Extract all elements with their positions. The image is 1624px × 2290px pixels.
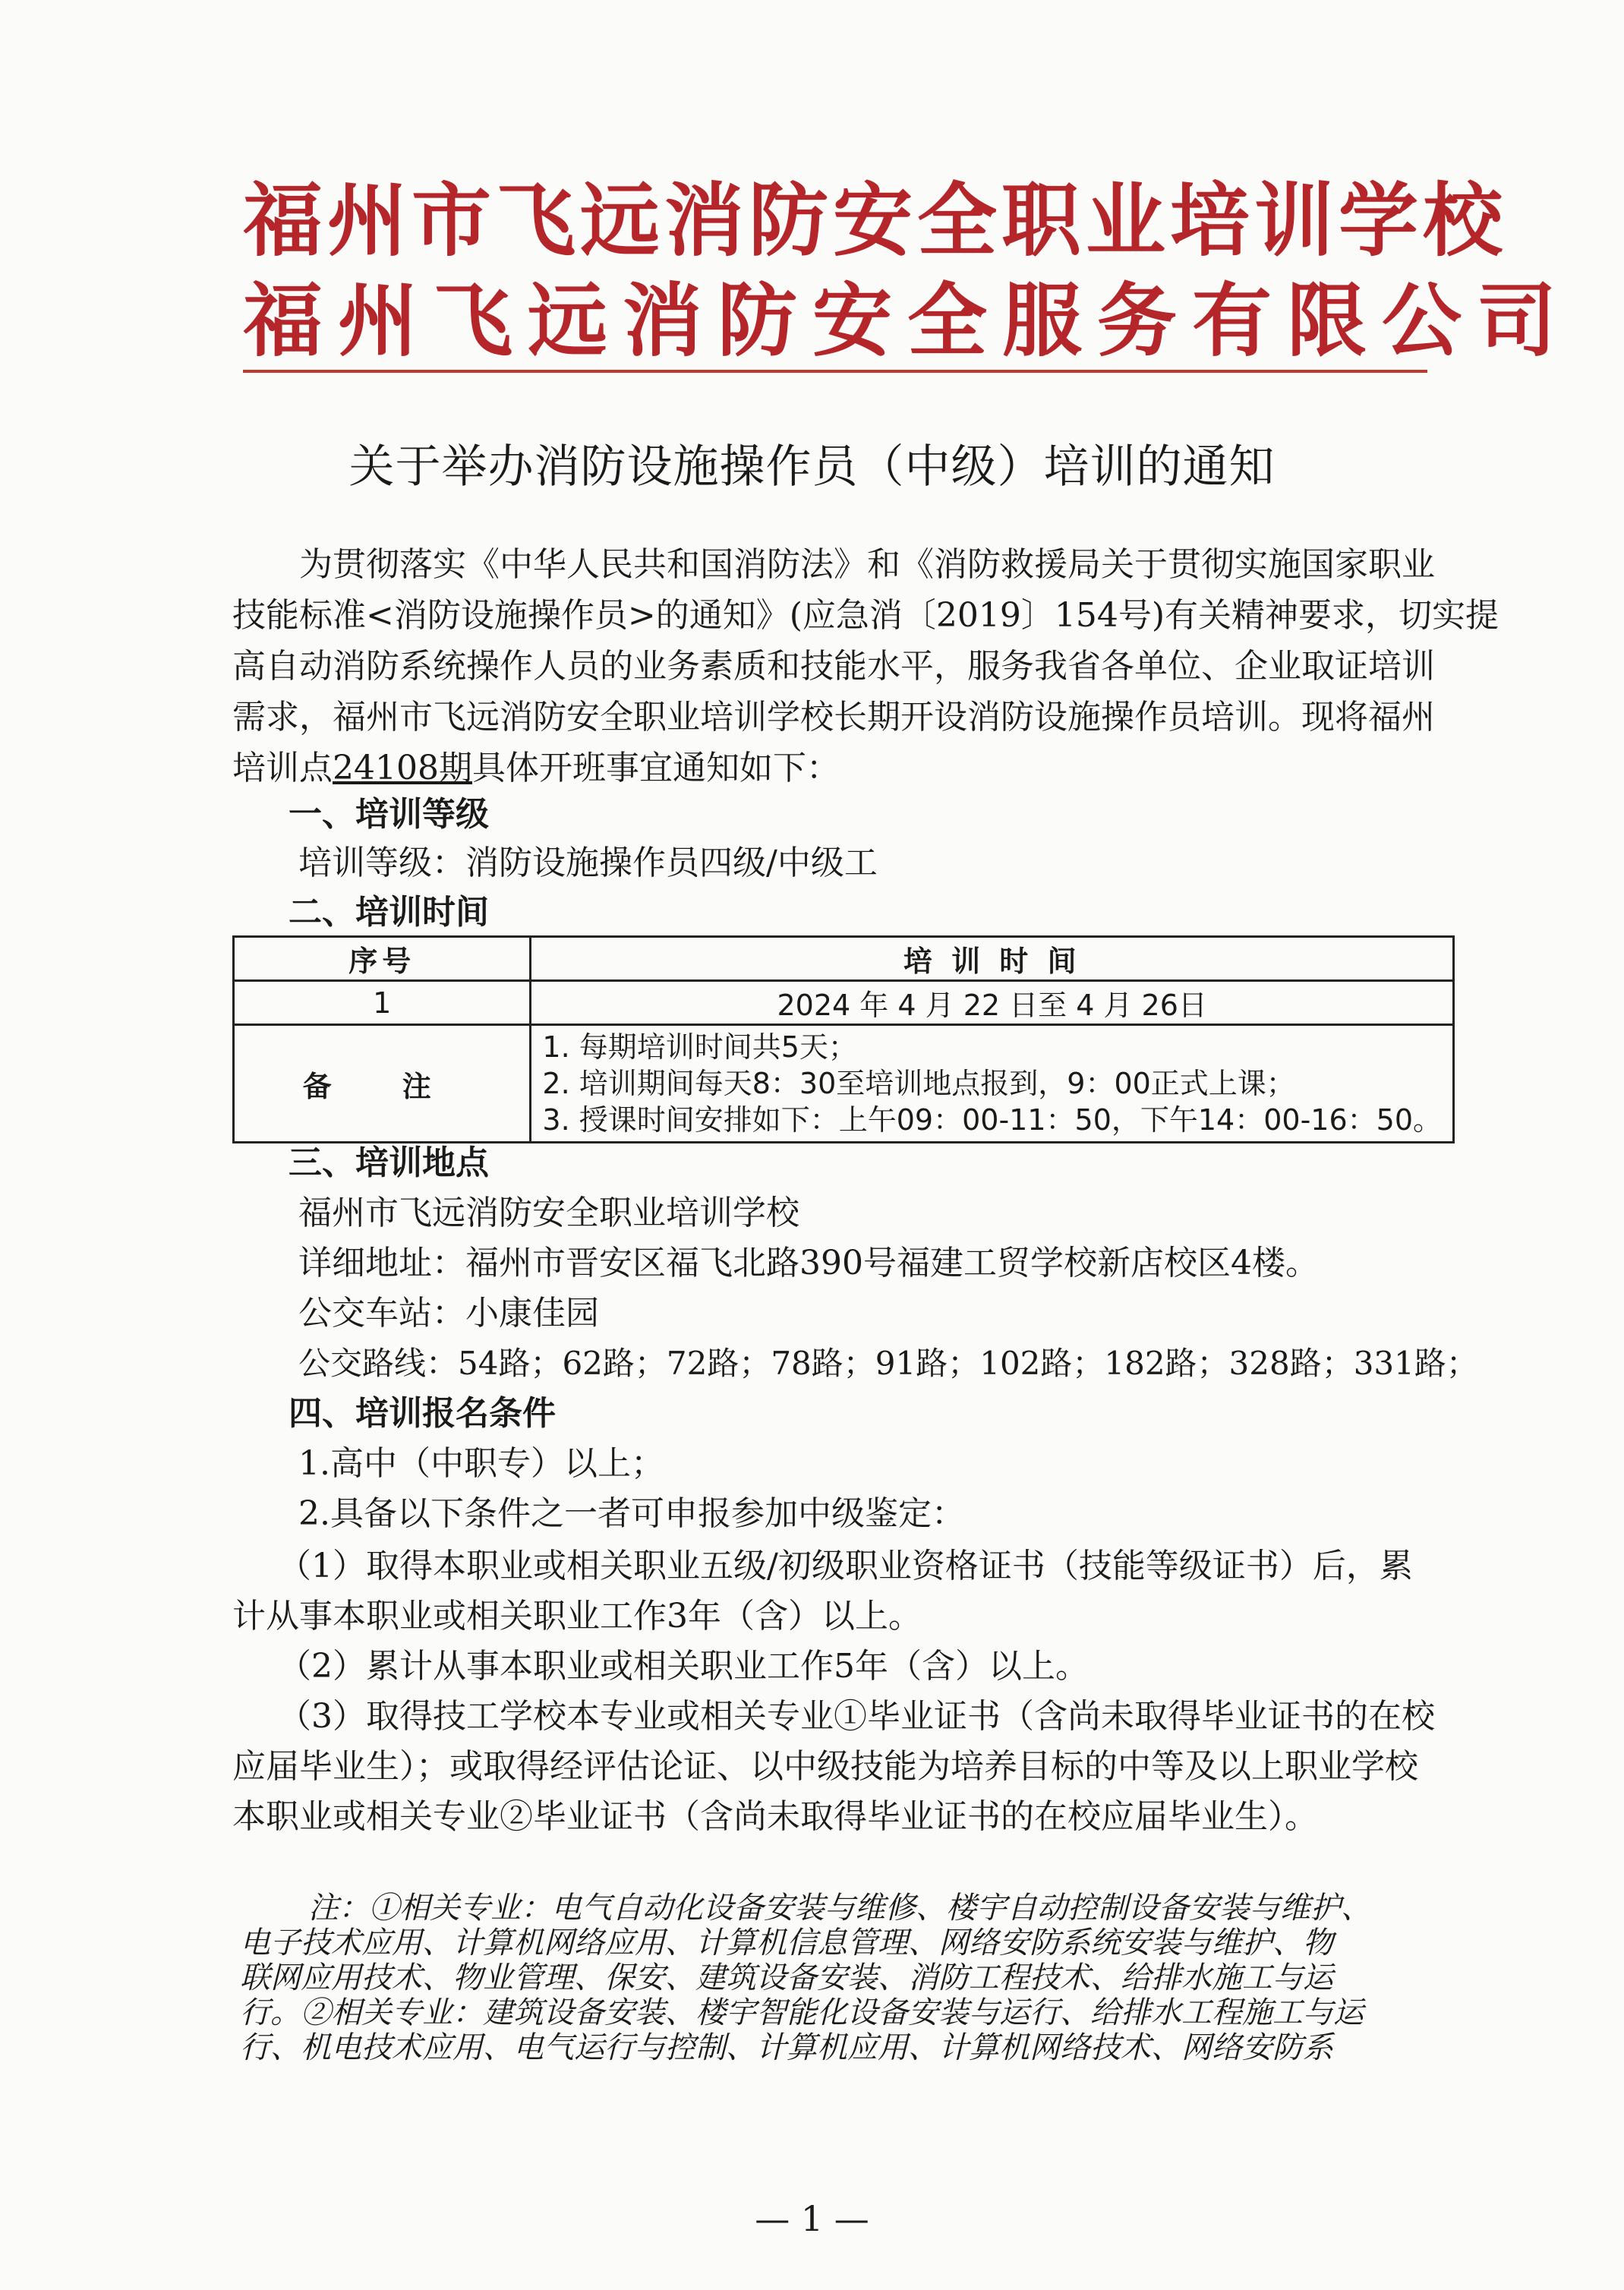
footnote-line: 联网应用技术、物业管理、保安、建筑设备安装、消防工程技术、给排水施工与运	[240, 1960, 1333, 1995]
note-item: 3. 授课时间安排如下：上午09：00-11：50，下午14：00-16：50。	[542, 1103, 1442, 1137]
training-level: 培训等级：消防设施操作员四级/中级工	[298, 844, 878, 882]
issue-number: 24108期	[333, 749, 472, 787]
eligibility-conditions	[232, 1541, 1455, 1842]
intro-text: 培训点	[232, 749, 333, 787]
condition-line: （3）取得技工学校本专业或相关专业①毕业证书（含尚未取得毕业证书的在校	[278, 1697, 1435, 1736]
footnote	[240, 1891, 1455, 2065]
table-cell-note-label: 备 注	[234, 1025, 531, 1143]
address: 详细地址：福州市晋安区福飞北路390号福建工贸学校新店校区4楼。	[298, 1244, 1319, 1282]
footnote-line: 行、机电技术应用、电气运行与控制、计算机应用、计算机网络技术、网络安防系	[240, 2030, 1333, 2065]
bus-routes: 公交路线：54路；62路；72路；78路；91路；102路；182路；328路；331路；	[298, 1345, 1478, 1382]
table-row-notes	[234, 1025, 1454, 1143]
note-item: 2. 培训期间每天8：30至培训地点报到，9：00正式上课；	[542, 1067, 1295, 1100]
notice-title: 关于举办消防设施操作员（中级）培训的通知	[348, 440, 1276, 494]
condition-line: （1）取得本职业或相关职业五级/初级职业资格证书（技能等级证书）后，累	[278, 1547, 1413, 1585]
table-header-time: 培 训 时 间	[531, 937, 1454, 981]
condition-line: 计从事本职业或相关职业工作3年（含）以上。	[232, 1597, 922, 1635]
letterhead	[243, 171, 1572, 371]
intro-line: 高自动消防系统操作人员的业务素质和技能水平，服务我省各单位、企业取证培训	[232, 647, 1435, 686]
eligibility-item: 2.具备以下条件之一者可申报参加中级鉴定：	[298, 1494, 965, 1533]
intro-text: 具体开班事宜通知如下：	[471, 749, 840, 787]
letterhead-school-name: 福州市飞远消防安全职业培训学校	[243, 175, 1508, 267]
table-header-row	[234, 937, 1454, 981]
table-cell-no: 1	[234, 981, 531, 1025]
letterhead-red-rule	[243, 370, 1427, 373]
letterhead-company-name: 福州飞远消防安全服务有限公司	[243, 275, 1572, 367]
schedule-table	[232, 935, 1455, 1143]
section-heading-eligibility: 四、培训报名条件	[289, 1394, 556, 1433]
intro-paragraph	[232, 539, 1499, 793]
eligibility-item: 1.高中（中职专）以上；	[298, 1444, 664, 1483]
condition-line: （2）累计从事本职业或相关职业工作5年（含）以上。	[278, 1647, 1089, 1686]
footnote-line: 电子技术应用、计算机网络应用、计算机信息管理、网络安防系统安装与维护、物	[240, 1926, 1333, 1960]
condition-line: 应届毕业生）；或取得经评估论证、以中级技能为培养目标的中等及以上职业学校	[232, 1747, 1418, 1786]
bus-stop: 公交车站：小康佳园	[298, 1294, 599, 1333]
intro-line: 需求，福州市飞远消防安全职业培训学校长期开设消防设施操作员培训。现将福州	[232, 698, 1435, 737]
note-item: 1. 每期培训时间共5天；	[542, 1030, 857, 1064]
page-number: — 1 —	[755, 2198, 869, 2239]
footnote-line: 注：①相关专业：电气自动化设备安装与维修、楼宇自动控制设备安装与维护、	[308, 1891, 1371, 1926]
school-name: 福州市飞远消防安全职业培训学校	[298, 1194, 799, 1232]
section-heading-time: 二、培训时间	[289, 893, 489, 932]
footnote-line: 行。②相关专业：建筑设备安装、楼宇智能化设备安装与运行、给排水工程施工与运	[240, 1995, 1364, 2030]
intro-line: 为贯彻落实《中华人民共和国消防法》和《消防救援局关于贯彻实施国家职业	[299, 545, 1435, 584]
intro-line: 技能标准<消防设施操作员>的通知》(应急消〔2019〕154号)有关精神要求，切实提	[232, 596, 1499, 635]
table-header-no: 序号	[234, 937, 531, 981]
table-cell-notes	[531, 1025, 1454, 1143]
section-heading-location: 三、培训地点	[289, 1143, 489, 1182]
condition-line: 本职业或相关专业②毕业证书（含尚未取得毕业证书的在校应届毕业生）。	[232, 1797, 1318, 1836]
intro-line	[232, 743, 1447, 793]
section-heading-level: 一、培训等级	[289, 795, 489, 834]
table-cell-time: 2024 年 4 月 22 日至 4 月 26日	[531, 981, 1454, 1025]
table-row	[234, 981, 1454, 1025]
